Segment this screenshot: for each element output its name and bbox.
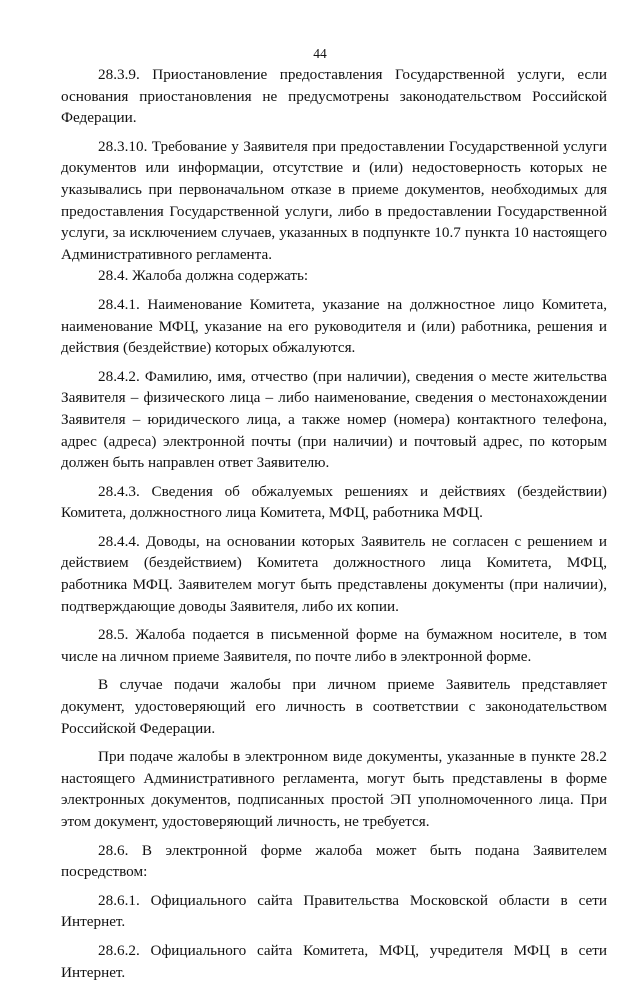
paragraph-28-4-3: 28.4.3. Сведения об обжалуемых решениях и действиях (бездействии) Комитета, должностного лица Комитета, МФЦ, работника МФЦ. — [61, 482, 607, 522]
paragraph-electronic-submission: При подаче жалобы в электронном виде документы, указанные в пункте 28.2 настоящего Административного регламента, могут быть представлены в форме электронных документов, подписанных простой ЭП уполномоченного лица. При этом документ, удостоверяющий личность, не требуется. — [61, 748, 607, 830]
paragraph-28-3-10: 28.3.10. Требование у Заявителя при предоставлении Государственной услуги документов или информации, отсутствие и (или) недостоверность которых не указывались при первоначальном отказе в приеме документов, необходимых для предоставления Государственной услуги, либо в предоставлении Государственной услуги, за исключением случаев, указанных в подпункте 10.7 пункта 10 настоящего Административного регламента. — [61, 137, 607, 263]
paragraph-28-4: 28.4. Жалоба должна содержать: — [98, 267, 309, 285]
document-body — [61, 64, 607, 983]
paragraph-28-6: 28.6. В электронной форме жалоба может быть подана Заявителем посредством: — [61, 841, 607, 881]
paragraph-28-4-1: 28.4.1. Наименование Комитета, указание на должностное лицо Комитета, наименование МФЦ, указание на его руководителя и (или) работника, решения и действия (бездействие) которых обжалуются. — [61, 295, 607, 357]
paragraph-28-4-2: 28.4.2. Фамилию, имя, отчество (при наличии), сведения о месте жительства Заявителя – физического лица – либо наименование, сведения о местонахождении Заявителя – юридического лица, а также номер (номера) контактного телефона, адрес (адреса) электронной почты (при наличии) и почтовый адрес, по которым должен быть направлен ответ Заявителю. — [61, 367, 607, 472]
paragraph-28-6-1: 28.6.1. Официального сайта Правительства Московской области в сети Интернет. — [61, 891, 607, 931]
paragraph-28-6-2: 28.6.2. Официального сайта Комитета, МФЦ, учредителя МФЦ в сети Интернет. — [61, 941, 607, 981]
paragraph-28-5: 28.5. Жалоба подается в письменной форме на бумажном носителе, в том числе на личном приеме Заявителя, по почте либо в электронной форме. — [61, 626, 607, 665]
page-number: 44 — [313, 46, 327, 61]
paragraph-personal-reception: В случае подачи жалобы при личном приеме Заявитель представляет документ, удостоверяющий его личность в соответствии с законодательством Российской Федерации. — [61, 676, 607, 737]
paragraph-28-4-4: 28.4.4. Доводы, на основании которых Заявитель не согласен с решением и действием (бездействием) Комитета должностного лица Комитета, МФЦ, работника МФЦ. Заявителем могут быть представлены документы (при наличии), подтверждающие доводы Заявителя, либо их копии. — [61, 532, 607, 615]
paragraph-28-3-9: 28.3.9. Приостановление предоставления Государственной услуги, если основания приостановления не предусмотрены законодательством Российской Федерации. — [61, 66, 607, 127]
